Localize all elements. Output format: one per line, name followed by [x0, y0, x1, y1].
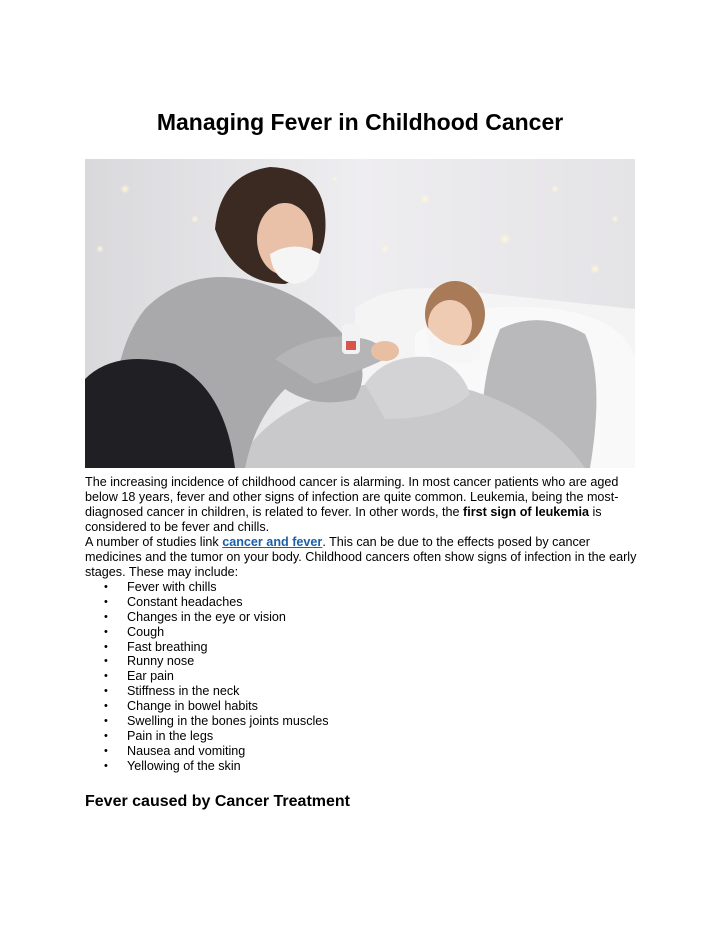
list-item [85, 640, 637, 655]
list-item-label: Change in bowel habits [127, 699, 258, 714]
symptoms-list [85, 580, 637, 774]
intro-text-after: is considered to be fever and chills. [85, 505, 602, 534]
bullet-icon: • [104, 640, 108, 653]
list-item-label: Changes in the eye or vision [127, 609, 286, 624]
list-item-label: Yellowing of the skin [127, 758, 241, 773]
list-item-label: Fever with chills [127, 580, 217, 594]
bullet-icon: • [104, 685, 108, 698]
bullet-icon: • [104, 625, 108, 638]
intro-paragraph [85, 475, 637, 535]
list-item-label: Cough [127, 624, 165, 639]
list-item [85, 580, 637, 595]
intro-text-before: The increasing incidence of childhood cancer is alarming. In most cancer patients who are aged below 18 years, fever and other signs of infection are quite common. Leukemia, being the most-diagnosed cancer in children, is related to fever. In other words, the [85, 475, 619, 519]
studies-text-before: A number of studies link [85, 535, 223, 549]
bullet-icon: • [104, 715, 108, 728]
list-item [85, 759, 637, 774]
studies-text-after: . This can be due to the effects posed by cancer medicines and the tumor on your body. Childhood cancers often show signs of infection in the early stages. These may include: [85, 535, 637, 579]
list-item [85, 654, 637, 669]
bullet-icon: • [104, 729, 108, 742]
photo-mother-caring-for-sick-child [85, 159, 635, 468]
list-item-label: Stiffness in the neck [127, 684, 240, 699]
list-item-label: Constant headaches [127, 594, 243, 609]
bullet-icon: • [104, 610, 108, 623]
bullet-icon: • [104, 595, 108, 608]
cancer-and-fever-link[interactable]: cancer and fever [222, 535, 323, 549]
list-item-label: Pain in the legs [127, 728, 214, 743]
bullet-icon: • [104, 759, 108, 772]
list-item-label: Nausea and vomiting [127, 743, 246, 758]
bullet-icon: • [104, 700, 108, 713]
list-item [85, 729, 637, 744]
list-item [85, 714, 637, 729]
list-item-label: Runny nose [127, 654, 195, 669]
list-item [85, 744, 637, 759]
list-item [85, 625, 637, 640]
bullet-icon: • [104, 655, 108, 668]
list-item-label: Ear pain [127, 669, 174, 684]
bullet-icon: • [104, 744, 108, 757]
list-item [85, 669, 637, 684]
section-heading-fever-caused-by-treatment: Fever caused by Cancer Treatment [85, 793, 351, 810]
list-item [85, 610, 637, 625]
list-item [85, 684, 637, 699]
bullet-icon: • [104, 670, 108, 683]
list-item [85, 699, 637, 714]
article-body [85, 475, 637, 774]
studies-paragraph [85, 535, 637, 580]
bullet-icon: • [104, 581, 108, 593]
document-title: Managing Fever in Childhood Cancer [156, 109, 564, 135]
list-item [85, 595, 637, 610]
list-item-label: Swelling in the bones joints muscles [127, 714, 329, 729]
first-sign-of-leukemia-bold: first sign of leukemia [463, 505, 589, 519]
list-item-label: Fast breathing [127, 639, 208, 654]
